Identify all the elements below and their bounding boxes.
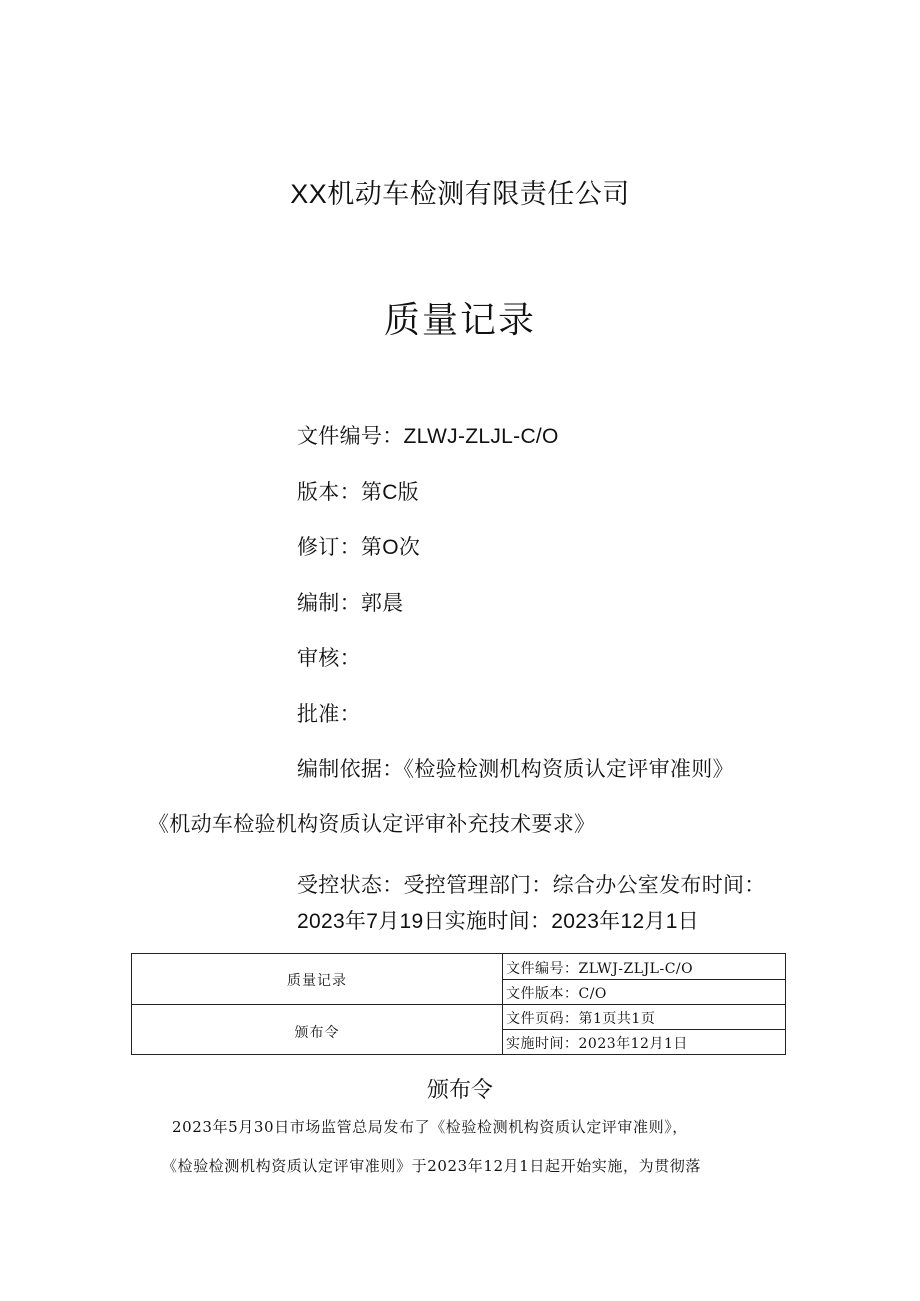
- doc-number: 文件编号：ZLWJ-ZLJL-C/O: [297, 425, 559, 448]
- reviewer: 审核：: [297, 647, 361, 670]
- version: 版本：第C版: [297, 481, 419, 504]
- editor: 编制：郭晨: [297, 592, 404, 615]
- basis-line-2: 《机动车检验机构资质认定评审补充技术要求》: [148, 813, 596, 836]
- body-paragraph-line-2: 《检验检测机构资质认定评审准则》于2023年12月1日起开始实施，为贯彻落: [162, 1157, 702, 1175]
- company-name: XX机动车检测有限责任公司: [290, 179, 630, 209]
- table-cell-title: 质量记录: [287, 973, 347, 989]
- section-heading: 颁布令: [426, 1077, 493, 1102]
- revision: 修订：第O次: [297, 536, 421, 559]
- approver: 批准：: [297, 703, 361, 726]
- control-status-line-1: 受控状态：受控管理部门：综合办公室发布时间：: [297, 874, 766, 897]
- table-cell-decree: 颁布令: [294, 1025, 340, 1041]
- table-cell-date: 实施时间：2023年12月1日: [506, 1036, 688, 1052]
- table-cell-doc-number: 文件编号：ZLWJ-ZLJL-C/O: [506, 961, 694, 977]
- document-title: 质量记录: [383, 299, 536, 340]
- table-cell-version: 文件版本：C/O: [506, 986, 607, 1002]
- basis-line-1: 编制依据：《检验检测机构资质认定评审准则》: [297, 758, 734, 781]
- control-status-line-2: 2023年7月19日实施时间：2023年12月1日: [297, 910, 700, 933]
- document-header-table: [131, 953, 786, 1055]
- body-paragraph-line-1: 2023年5月30日市场监管总局发布了《检验检测机构资质认定评审准则》，: [172, 1118, 688, 1136]
- table-cell-page: 文件页码：第1页共1页: [506, 1011, 656, 1027]
